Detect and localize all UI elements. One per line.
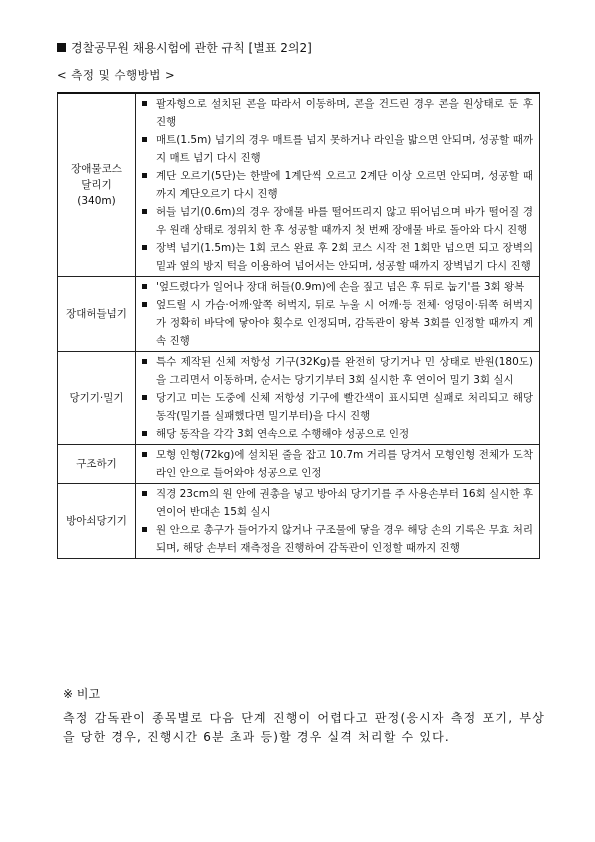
step-text: '엎드렸다가 일어나 장대 허들(0.9m)에 손을 짚고 넘은 후 뒤로 눕기'를 3회 왕복 bbox=[156, 281, 525, 293]
table-row bbox=[58, 352, 540, 445]
list-item bbox=[141, 131, 533, 167]
step-text: 장벽 넘기(1.5m)는 1회 코스 완료 후 2회 코스 시작 전 1회만 넘으면 되고 장벽의 밑과 옆의 방지 턱을 이용하여 넘어서는 안되며, 성공할 때까지 장벽넘기 다시 진행 bbox=[156, 242, 533, 272]
table-row bbox=[58, 93, 540, 277]
event-name-pole-hurdle bbox=[58, 277, 136, 352]
list-item bbox=[141, 485, 533, 521]
remark-label: ※ 비고 bbox=[63, 687, 101, 701]
square-bullet-icon bbox=[142, 431, 147, 436]
step-text: 직경 23cm의 원 안에 권총을 넣고 방아쇠 당기기를 주 사용손부터 16회 실시한 후 연이어 반대손 15회 실시 bbox=[156, 488, 533, 518]
list-item bbox=[141, 95, 533, 131]
list-item bbox=[141, 446, 533, 482]
section-subtitle: < 측정 및 수행방법 > bbox=[57, 68, 176, 82]
step-text: 당기고 미는 도중에 신체 저항성 기구에 빨간색이 표시되면 실패로 처리되고 해당 동작(밀기를 실패했다면 밀기부터)을 다시 진행 bbox=[156, 392, 533, 422]
list-item bbox=[141, 353, 533, 389]
step-list bbox=[141, 95, 533, 275]
event-name-line: 구조하기 bbox=[76, 458, 117, 470]
event-name-line: 달리기 bbox=[81, 179, 112, 191]
event-name-line: 방아쇠당기기 bbox=[66, 515, 127, 527]
square-bullet-icon bbox=[142, 245, 147, 250]
table-row bbox=[58, 445, 540, 484]
event-name-rescue bbox=[58, 445, 136, 484]
square-bullet-icon bbox=[142, 359, 147, 364]
step-list bbox=[141, 278, 533, 350]
step-list bbox=[141, 446, 533, 482]
step-text: 엎드릴 시 가슴·어깨·앞쪽 허벅지, 뒤로 누울 시 어깨·등 전체· 엉덩이·뒤쪽 허벅지가 정확히 바닥에 닿아야 횟수로 인정되며, 감독관이 왕복 3회를 인정할 때까지 계속 진행 bbox=[156, 299, 533, 347]
list-item bbox=[141, 203, 533, 239]
square-bullet-icon bbox=[142, 491, 147, 496]
event-name-pull-push bbox=[58, 352, 136, 445]
step-text: 특수 제작된 신체 저항성 기구(32Kg)를 완전히 당기거나 민 상태로 반원(180도)을 그리면서 이동하며, 순서는 당기기부터 3회 실시한 후 연이어 밀기 3회 실시 bbox=[156, 356, 533, 386]
step-text: 원 안으로 총구가 들어가지 않거나 구조물에 닿을 경우 해당 손의 기록은 무효 처리되며, 해당 손부터 재측정을 진행하여 감독관이 인정할 때까지 진행 bbox=[156, 524, 533, 554]
list-item bbox=[141, 389, 533, 425]
step-text: 계단 오르기(5단)는 한발에 1계단씩 오르고 2계단 이상 오르면 안되며, 성공할 때까지 계단오르기 다시 진행 bbox=[156, 170, 533, 200]
event-name-trigger-pull bbox=[58, 484, 136, 559]
square-bullet-icon bbox=[142, 209, 147, 214]
list-item bbox=[141, 521, 533, 557]
step-list bbox=[141, 485, 533, 557]
events-table bbox=[57, 92, 540, 559]
table-row bbox=[58, 277, 540, 352]
event-name-line: (340m) bbox=[77, 195, 116, 207]
square-bullet-icon bbox=[142, 173, 147, 178]
list-item bbox=[141, 278, 533, 296]
event-name-line: 장대허들넘기 bbox=[66, 308, 127, 320]
square-bullet-icon bbox=[142, 302, 147, 307]
document-title-text: 경찰공무원 채용시험에 관한 규칙 [별표 2의2] bbox=[71, 41, 312, 55]
event-description bbox=[136, 445, 540, 484]
list-item bbox=[141, 425, 533, 443]
list-item bbox=[141, 296, 533, 350]
step-text: 허들 넘기(0.6m)의 경우 장애물 바를 떨어뜨리지 않고 뛰어넘으며 바가 떨어질 경우 원래 상태로 정위치 한 후 성공할 때까지 첫 번째 장애물 바로 돌아와 다시 진행 bbox=[156, 206, 533, 236]
step-list bbox=[141, 353, 533, 443]
square-bullet-icon bbox=[142, 452, 147, 457]
event-name-obstacle-course bbox=[58, 93, 136, 277]
step-text: 팔자형으로 설치된 콘을 따라서 이동하며, 콘을 건드린 경우 콘을 원상태로 둔 후 진행 bbox=[156, 98, 533, 128]
event-description bbox=[136, 277, 540, 352]
square-bullet-icon bbox=[142, 137, 147, 142]
event-description bbox=[136, 93, 540, 277]
event-name-line: 당기기·밀기 bbox=[69, 392, 124, 404]
square-bullet-icon bbox=[142, 101, 147, 106]
event-name-line: 장애물코스 bbox=[71, 163, 122, 175]
event-description bbox=[136, 352, 540, 445]
step-text: 매트(1.5m) 넘기의 경우 매트를 넘지 못하거나 라인을 밟으면 안되며, 성공할 때까지 매트 넘기 다시 진행 bbox=[156, 134, 533, 164]
square-bullet-icon bbox=[142, 284, 147, 289]
list-item bbox=[141, 239, 533, 275]
square-bullet-icon bbox=[142, 527, 147, 532]
list-item bbox=[141, 167, 533, 203]
table-row bbox=[58, 484, 540, 559]
event-description bbox=[136, 484, 540, 559]
square-bullet-icon bbox=[57, 43, 66, 52]
remark-text: 측정 감독관이 종목별로 다음 단계 진행이 어렵다고 판정(응시자 측정 포기, 부상을 당한 경우, 진행시간 6분 초과 등)할 경우 실격 처리할 수 있다. bbox=[63, 711, 545, 744]
document-title bbox=[57, 41, 312, 56]
step-text: 해당 동작을 각각 3회 연속으로 수행해야 성공으로 인정 bbox=[156, 428, 410, 440]
step-text: 모형 인형(72kg)에 설치된 줄을 잡고 10.7m 거리를 당겨서 모형인형 전체가 도착 라인 안으로 들어와야 성공으로 인정 bbox=[156, 449, 533, 479]
square-bullet-icon bbox=[142, 395, 147, 400]
